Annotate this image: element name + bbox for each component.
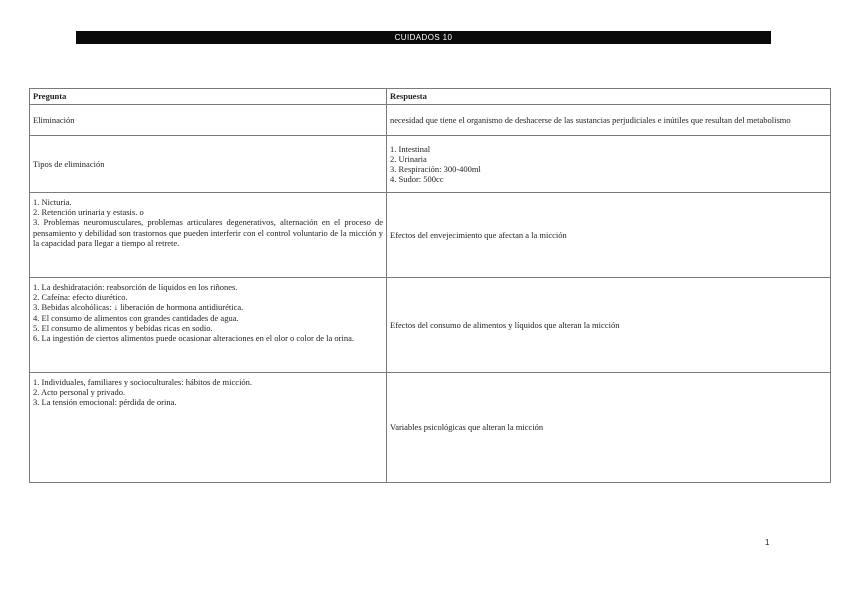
table-header-row [30,89,831,105]
answer-line: Efectos del envejecimiento que afectan a la micción [390,229,567,240]
question-line: 3. La tensión emocional: pérdida de orina. [33,397,177,408]
question-line: 3. Problemas neuromusculares, problemas articulares degenerativos, alternación en el proceso de pensamiento y debilidad son trastornos que pueden interferir con el control voluntario de la micción y la capacidad para llegar a tiempo al retrete. [33,217,383,248]
question-line: 2. Cafeína: efecto diurético. [33,292,128,303]
question-line: 1. La deshidratación: reabsorción de líquidos en los riñones. [33,282,238,292]
page-number: 1 [765,538,770,547]
question-cell [30,136,387,193]
answer-cell [387,278,831,373]
answer-line: 4. Sudor: 500cc [390,174,444,185]
answer-line: 3. Respiración: 300-400ml [390,164,481,174]
question-line: 2. Acto personal y privado. [33,387,126,398]
column-header-respuesta: Respuesta [387,89,831,105]
answer-line: necesidad que tiene el organismo de deshacerse de las sustancias perjudiciales e inútiles que resultan del metabolismo [390,114,791,125]
answer-cell [387,136,831,193]
question-line: 2. Retención urinaria y estasis. o [33,207,144,218]
question-line: 6. La ingestión de ciertos alimentos puede ocasionar alteraciones en el olor o color de la orina. [33,333,354,344]
question-line: Eliminación [33,114,75,125]
column-header-pregunta: Pregunta [30,89,387,105]
answer-line: Efectos del consumo de alimentos y líquidos que alteran la micción [390,319,620,330]
question-line: 5. El consumo de alimentos y bebidas ricas en sodio. [33,322,213,333]
question-line: 4. El consumo de alimentos con grandes cantidades de agua. [33,312,239,323]
table-row [30,136,831,193]
question-line: Tipos de eliminación [33,158,105,169]
document-header-bar [76,31,771,44]
table-row [30,278,831,373]
table-row [30,105,831,136]
answer-line: Variables psicológicas que alteran la micción [390,422,544,433]
answer-cell [387,193,831,278]
answer-line: 2. Urinaria [390,153,427,164]
answer-cell [387,105,831,136]
table-row [30,193,831,278]
qa-table [29,88,831,483]
question-cell [30,278,387,373]
question-line: 3. Bebidas alcohólicas: ↓ liberación de hormona antidiurética. [33,302,244,313]
question-cell [30,373,387,483]
question-line: 1. Individuales, familiares y socioculturales: hábitos de micción. [33,377,253,387]
answer-cell [387,373,831,483]
table-row [30,373,831,483]
question-cell [30,105,387,136]
question-cell [30,193,387,278]
header-title: CUIDADOS 10 [394,33,453,42]
answer-line: 1. Intestinal [390,143,431,154]
question-line: 1. Nicturia. [33,197,72,207]
